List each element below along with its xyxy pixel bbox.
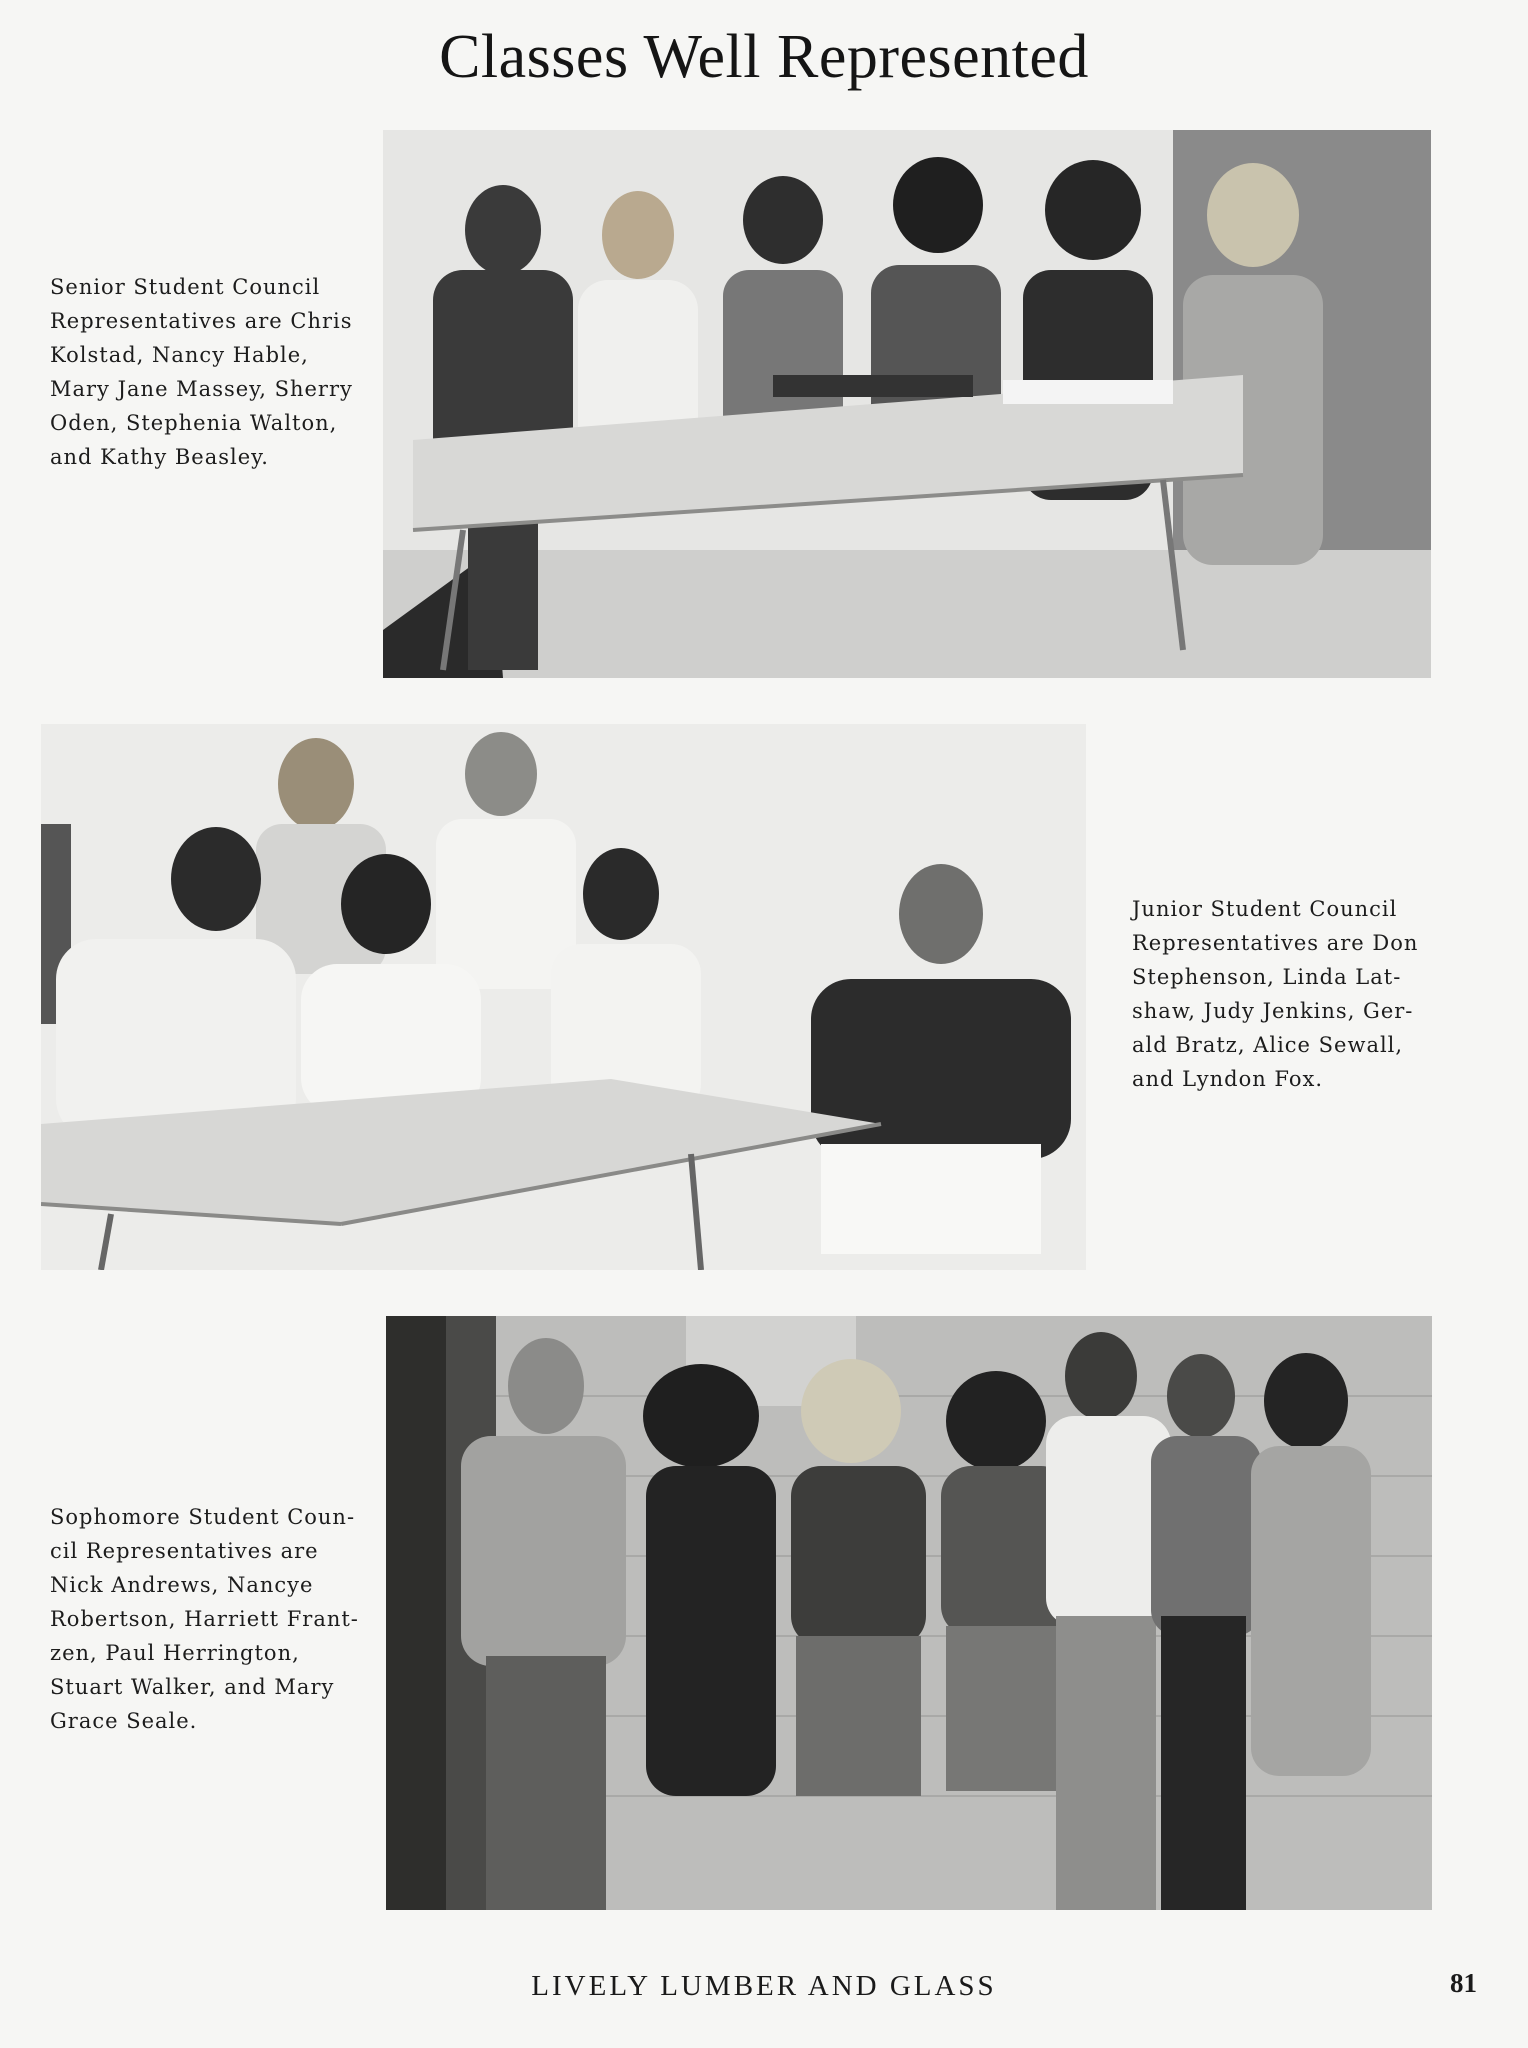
page-footer: LIVELY LUMBER AND GLASS xyxy=(531,1970,997,2002)
caption-line: Sophomore Student Coun- xyxy=(50,1505,356,1529)
page-title: Classes Well Represented xyxy=(439,23,1089,91)
junior-council-photo xyxy=(41,724,1086,1270)
senior-council-photo xyxy=(383,130,1431,678)
senior-caption xyxy=(50,270,353,474)
caption-line: and Lyndon Fox. xyxy=(1132,1067,1323,1091)
caption-line: Robertson, Harriett Frant- xyxy=(50,1607,359,1631)
caption-line: ald Bratz, Alice Sewall, xyxy=(1132,1033,1404,1057)
caption-line: Nick Andrews, Nancye xyxy=(50,1573,314,1597)
caption-line: shaw, Judy Jenkins, Ger- xyxy=(1132,999,1414,1023)
caption-line: Kolstad, Nancy Hable, xyxy=(50,343,309,367)
caption-line: and Kathy Beasley. xyxy=(50,445,269,469)
caption-line: Representatives are Don xyxy=(1132,931,1419,955)
caption-line: Senior Student Council xyxy=(50,275,321,299)
caption-line: Mary Jane Massey, Sherry xyxy=(50,377,353,401)
caption-line: Junior Student Council xyxy=(1132,897,1398,921)
sophomore-council-photo xyxy=(386,1316,1432,1910)
caption-line: Grace Seale. xyxy=(50,1709,198,1733)
caption-line: zen, Paul Herrington, xyxy=(50,1641,300,1665)
caption-line: Stephenson, Linda Lat- xyxy=(1132,965,1402,989)
caption-line: Oden, Stephenia Walton, xyxy=(50,411,338,435)
caption-line: Stuart Walker, and Mary xyxy=(50,1675,335,1699)
caption-line: cil Representatives are xyxy=(50,1539,319,1563)
sophomore-caption xyxy=(50,1500,359,1738)
junior-caption xyxy=(1132,892,1418,1096)
caption-line: Representatives are Chris xyxy=(50,309,353,333)
page-number: 81 xyxy=(1450,1968,1477,1998)
